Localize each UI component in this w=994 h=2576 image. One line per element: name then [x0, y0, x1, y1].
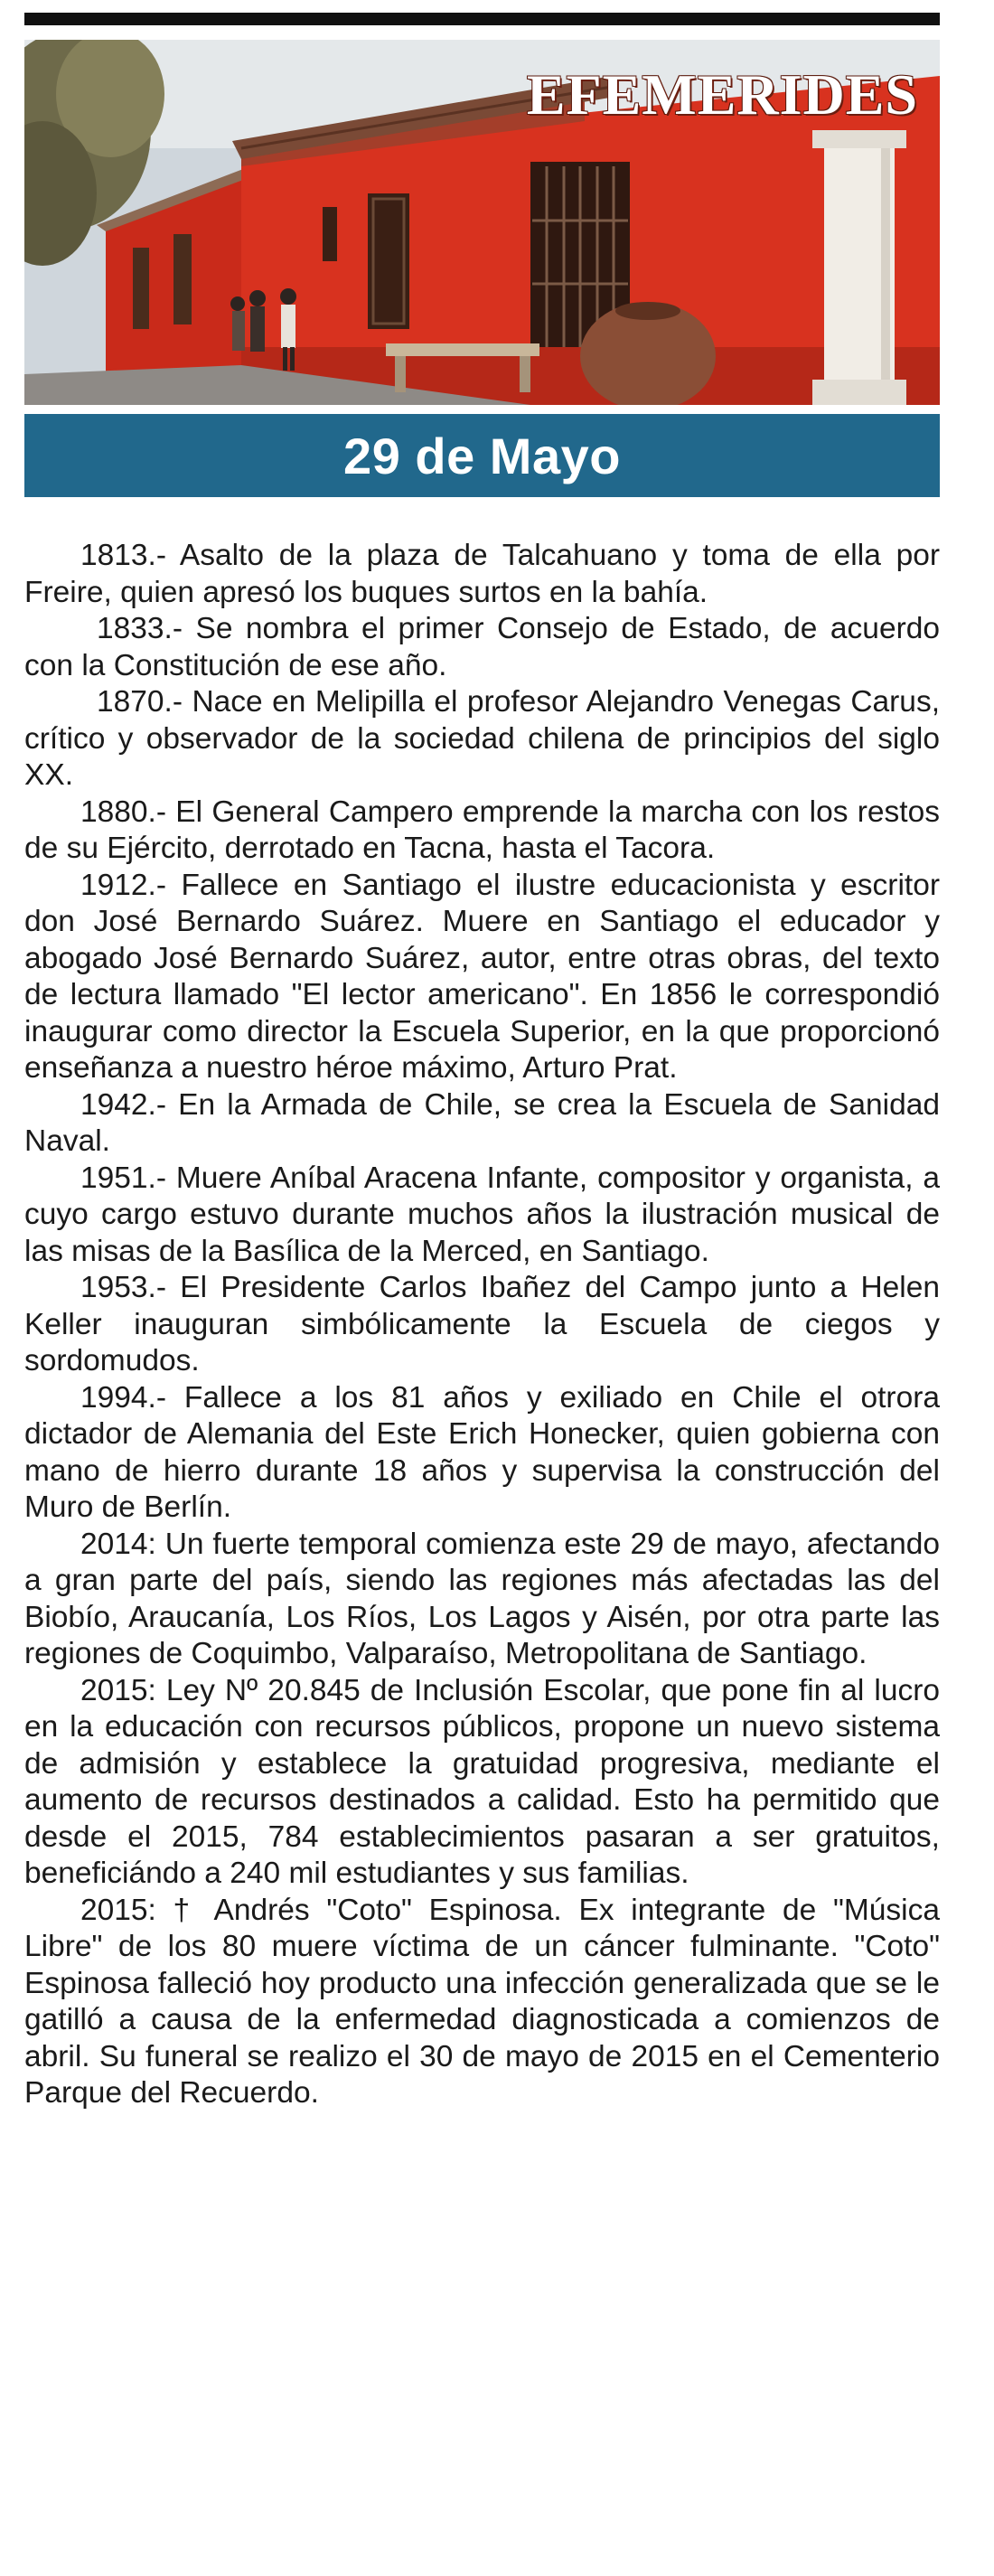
- entry-1833: 1833.- Se nombra el primer Consejo de Estado, de acuerdo con la Constitución de ese año.: [24, 612, 940, 682]
- header-banner: [24, 40, 940, 405]
- top-rule: [24, 13, 940, 25]
- entry-1994: 1994.- Fallece a los 81 años y exiliado en Chile el otrora dictador de Alemania del Este Erich Honecker, quien gobierna con mano de hierro durante 18 años y supervisa la construcción del Muro de Berlín.: [24, 1380, 940, 1524]
- entry-1951: 1951.- Muere Aníbal Aracena Infante, compositor y organista, a cuyo cargo estuvo durante muchos años la ilustración musical de las misas de la Basílica de la Merced, en Santiago.: [24, 1161, 940, 1268]
- ephemerides-list: [24, 538, 940, 2112]
- entry-2015-ley: 2015: Ley Nº 20.845 de Inclusión Escolar, que pone fin al lucro en la educación con recursos públicos, propone un nuevo sistema de admisión y establece la gratuidad progresiva, mediante el aumento de recursos destinados a calidad. Esto ha permitido que desde el 2015, 784 establecimientos pasaran a ser gratuitos, beneficiándo a 240 mil estudiantes y sus familias.: [24, 1673, 940, 1890]
- entry-2014: 2014: Un fuerte temporal comienza este 29 de mayo, afectando a gran parte del país, siendo las regiones más afectadas las del Biobío, Araucanía, Los Ríos, Los Lagos y Aisén, por otra parte las regiones de Coquimbo, Valparaíso, Metropolitana de Santiago.: [24, 1527, 940, 1670]
- section-title: EFEMERIDES: [526, 62, 918, 127]
- entry-1953: 1953.- El Presidente Carlos Ibañez del Campo junto a Helen Keller inauguran simbólicamente la Escuela de ciegos y sordomudos.: [24, 1271, 940, 1377]
- entry-1880: 1880.- El General Campero emprende la marcha con los restos de su Ejército, derrotado en Tacna, hasta el Tacora.: [24, 794, 940, 865]
- date-bar: [24, 414, 940, 497]
- date-heading: 29 de Mayo: [343, 427, 621, 484]
- entry-1813: 1813.- Asalto de la plaza de Talcahuano y toma de ella por Freire, quien apresó los buques surtos en la bahía.: [24, 539, 940, 609]
- entry-2015-coto: 2015: † Andrés "Coto" Espinosa. Ex integrante de "Música Libre" de los 80 muere víctima de un cáncer fulminante. "Coto" Espinosa falleció hoy producto una infección generalizada que se le gatilló a causa de la enfermedad diagnosticada a comienzos de abril. Su funeral se realizo el 30 de mayo de 2015 en el Cementerio Parque del Recuerdo.: [24, 1893, 940, 2110]
- entry-1912: 1912.- Fallece en Santiago el ilustre educacionista y escritor don José Bernardo Suárez. Muere en Santiago el educador y abogado José Bernardo Suárez, autor, entre otras obras, del texto de lectura llamado "El lector americano". En 1856 le correspondió inaugurar como director la Escuela Superior, en la que proporcionó enseñanza a nuestro héroe máximo, Arturo Prat.: [24, 868, 940, 1085]
- entry-1942: 1942.- En la Armada de Chile, se crea la Escuela de Sanidad Naval.: [24, 1087, 940, 1158]
- entry-1870: 1870.- Nace en Melipilla el profesor Alejandro Venegas Carus, crítico y observador de la sociedad chilena de principios del siglo XX.: [24, 685, 940, 792]
